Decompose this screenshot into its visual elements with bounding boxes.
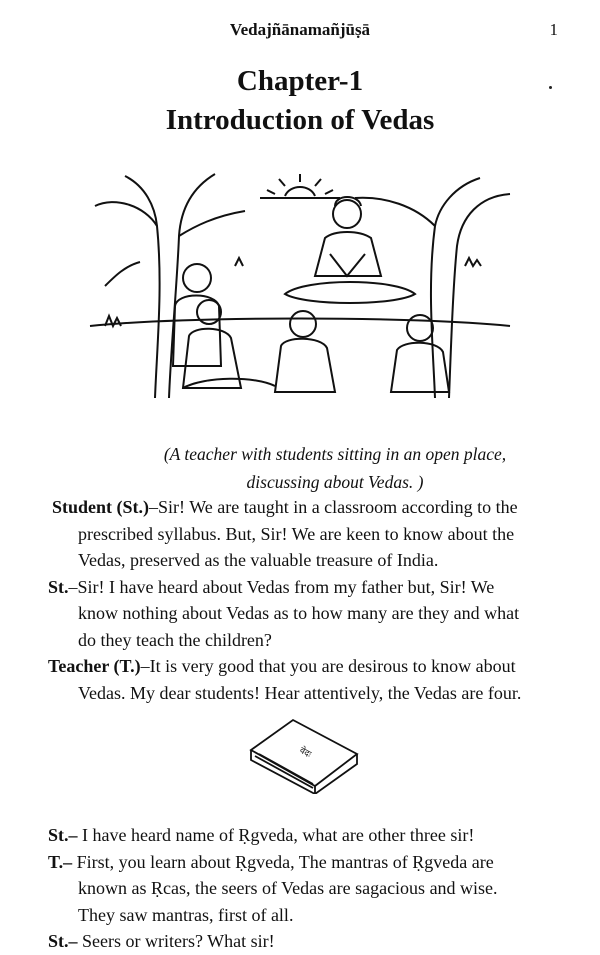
speaker-label: Student (St.) [52, 497, 150, 517]
dialogue-entry [0, 653, 600, 706]
book-illustration [245, 716, 360, 794]
dialogue-entry [0, 574, 600, 654]
running-head: Vedajñānamañjūṣā [229, 20, 371, 39]
dialogue-text: They saw mantras, first of all. [78, 904, 294, 925]
dialogue-entry [0, 494, 600, 574]
teacher-students-illustration [85, 166, 515, 398]
chapter-name: Introduction of Vedas [165, 104, 435, 136]
speaker-label: St.– [48, 825, 78, 845]
chapter-title [0, 62, 600, 140]
caption-line-2: discussing about Vedas. ) [246, 472, 424, 492]
dialogue-entry [0, 928, 600, 955]
caption-line-1: (A teacher with students sitting in an open place, [163, 444, 507, 464]
dialogue-section-2 [0, 822, 600, 955]
dialogue-text: –It is very good that you are desirous to know about [140, 656, 516, 676]
dialogue-text: prescribed syllabus. But, Sir! We are keen to know about the [78, 523, 515, 544]
dialogue-section-1 [0, 494, 600, 706]
page-number: 1 [549, 20, 558, 39]
dialogue-entry [0, 822, 600, 849]
dialogue-text: know nothing about Vedas as to how many are they and what [78, 603, 520, 623]
dialogue-entry [0, 849, 600, 929]
dialogue-text: –Sir! We are taught in a classroom according to the [149, 497, 518, 517]
chapter-number: Chapter-1 [236, 65, 364, 97]
speaker-label: St. [48, 576, 69, 597]
speaker-label: Teacher (T.) [48, 656, 141, 676]
speaker-label: T.– [48, 851, 73, 872]
book-label: वेदः [297, 745, 313, 761]
dialogue-text: First, you learn about Ṛgveda, The mantras of Ṛgveda are [72, 851, 494, 872]
dialogue-text: Seers or writers? What sir! [77, 931, 275, 951]
dialogue-text: Vedas. My dear students! Hear attentively, the Vedas are four. [78, 682, 522, 703]
dialogue-text: I have heard name of Ṛgveda, what are other three sir! [77, 825, 475, 845]
dialogue-text: –Sir! I have heard about Vedas from my father but, Sir! We [68, 576, 495, 597]
illustration-caption [120, 440, 550, 496]
speaker-label: St.– [48, 931, 78, 951]
dialogue-text: known as Ṛcas, the seers of Vedas are sagacious and wise. [78, 878, 498, 898]
dialogue-text: Vedas, preserved as the valuable treasure of India. [78, 550, 439, 570]
dialogue-text: do they teach the children? [78, 629, 272, 650]
